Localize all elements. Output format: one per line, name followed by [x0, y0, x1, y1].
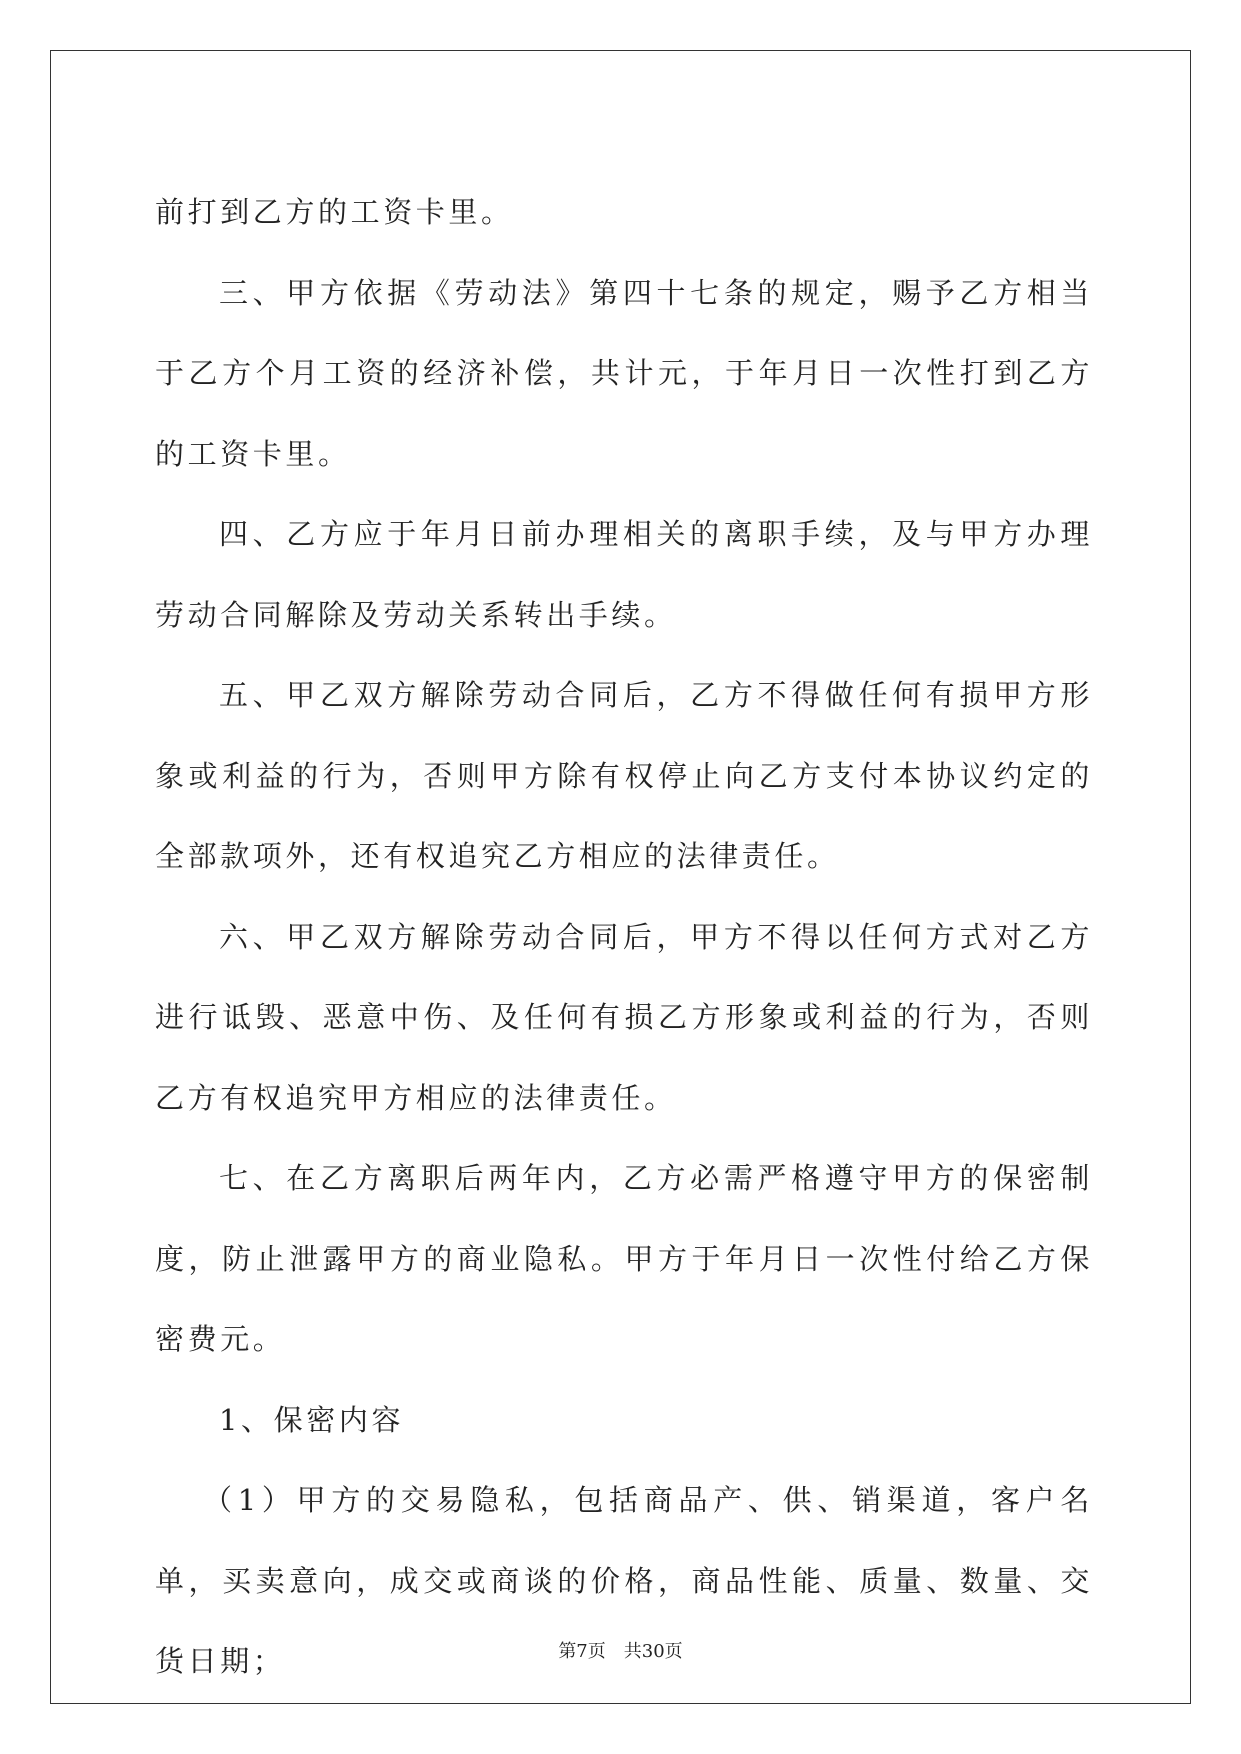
clause-five: 五、甲乙双方解除劳动合同后，乙方不得做任何有损甲方形象或利益的行为，否则甲方除有权停止向乙方支付本协议约定的全部款项外，还有权追究乙方相应的法律责任。 — [155, 678, 1093, 873]
page-number: 第7页 — [558, 1641, 606, 1662]
clause-seven: 七、在乙方离职后两年内，乙方必需严格遵守甲方的保密制度，防止泄露甲方的商业隐私。甲方于年月日一次性付给乙方保密费元。 — [155, 1161, 1093, 1356]
document-body — [155, 172, 1093, 1702]
clause-four: 四、乙方应于年月日前办理相关的离职手续，及与甲方办理劳动合同解除及劳动关系转出手续。 — [155, 517, 1093, 632]
list-item-trade-secrets: （1）甲方的交易隐私，包括商品产、供、销渠道，客户名单，买卖意向，成交或商谈的价格，商品性能、质量、数量、交货日期； — [155, 1483, 1093, 1678]
paragraph-continuation: 前打到乙方的工资卡里。 — [155, 195, 514, 229]
clause-six: 六、甲乙双方解除劳动合同后，甲方不得以任何方式对乙方进行诋毁、恶意中伤、及任何有损乙方形象或利益的行为，否则乙方有权追究甲方相应的法律责任。 — [155, 919, 1093, 1115]
subheading-confidential-content: 1、保密内容 — [219, 1402, 405, 1437]
page-footer — [0, 1637, 1241, 1663]
page-total: 共30页 — [623, 1641, 683, 1662]
clause-three: 三、甲方依据《劳动法》第四十七条的规定，赐予乙方相当于乙方个月工资的经济补偿，共计元，于年月日一次性打到乙方的工资卡里。 — [155, 275, 1093, 471]
